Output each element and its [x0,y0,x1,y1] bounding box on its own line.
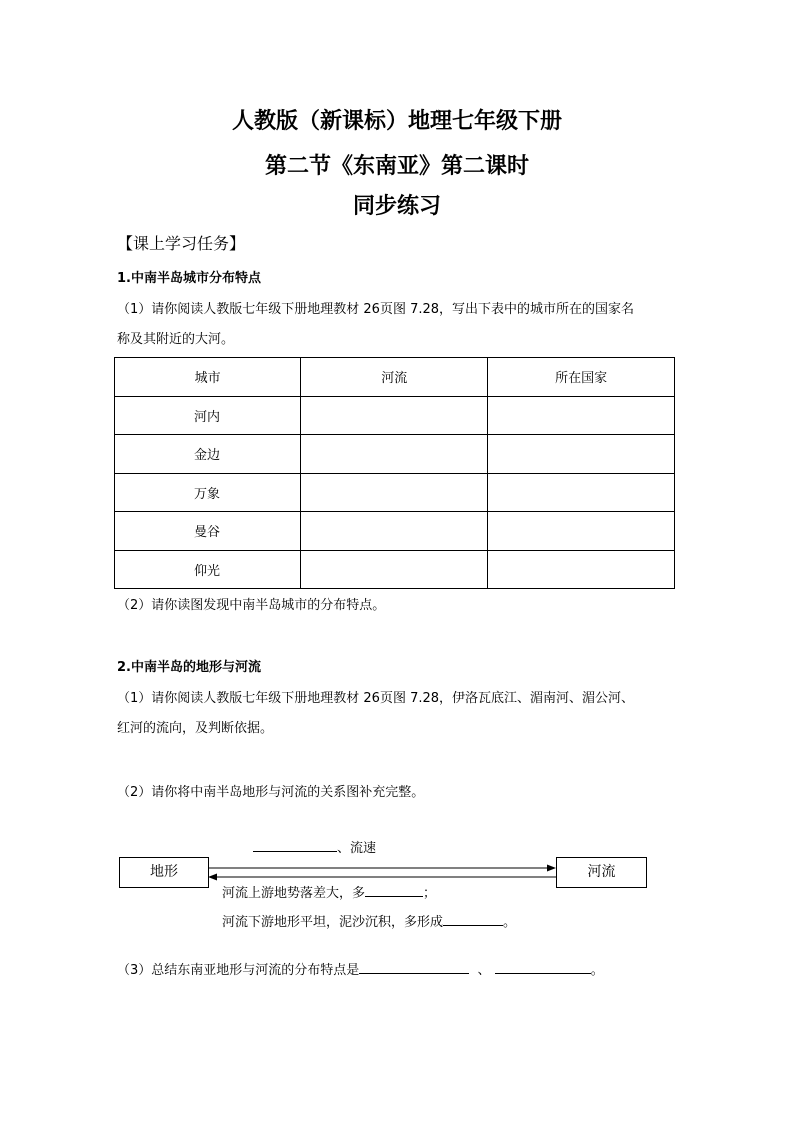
question-2-part-2: （2）请你将中南半岛地形与河流的关系图补充完整。 [117,785,425,800]
question-1-part-1-line-1: （1）请你阅读人教版七年级下册地理教材 26页图 7.28，写出下表中的城市所在的国家名 [117,302,635,317]
exercise-title: 同步练习 [352,193,441,219]
lesson-title: 第二节《东南亚》第二课时 [264,153,529,179]
question-2-part-3 [117,963,604,979]
downstream-text: 河流下游地形平坦，泥沙沉积，多形成 [222,915,444,930]
part-3-end: 。 [590,963,604,978]
question-2-part-1-line-1: （1）请你阅读人教版七年级下册地理教材 26页图 7.28，伊洛瓦底江、湄南河、湄公河、 [117,691,635,706]
question-2-part-1-line-2: 红河的流向，及判断依据。 [117,721,274,736]
diagram-top-label [253,841,376,857]
river-box: 河流 [556,857,647,888]
answer-blank-terrain-pattern[interactable] [359,973,469,974]
answer-blank-top[interactable] [253,851,337,852]
diagram-upstream-line [222,886,436,902]
column-header-river: 河流 [301,358,488,397]
city-cell: 金边 [115,435,301,474]
city-cell: 河内 [115,396,301,435]
answer-blank-upstream[interactable] [365,896,423,897]
question-1-heading: 1.中南半岛城市分布特点 [117,271,261,286]
city-cell: 曼谷 [115,512,301,551]
upstream-text: 河流上游地势落差大，多 [222,886,366,901]
answer-blank-downstream[interactable] [443,925,503,926]
section-heading: 【课上学习任务】 [117,234,246,253]
question-1-part-1-line-2: 称及其附近的大河。 [117,332,235,347]
flow-speed-label: 、流速 [337,841,377,856]
downstream-end: 。 [503,915,517,930]
question-1-part-2: （2）请你读图发现中南半岛城市的分布特点。 [117,598,386,613]
city-cell: 万象 [115,473,301,512]
terrain-box: 地形 [119,857,209,888]
part-3-text: （3）总结东南亚地形与河流的分布特点是 [117,963,360,978]
column-header-city: 城市 [115,358,301,397]
column-header-country: 所在国家 [488,358,675,397]
upstream-end: ； [423,886,437,901]
question-2-heading: 2.中南半岛的地形与河流 [117,660,261,675]
city-cell: 仰光 [115,550,301,589]
diagram-downstream-line [222,915,516,931]
arrow-head-right [547,865,556,872]
arrow-head-left [208,874,217,881]
part-3-separator: 、 [477,963,491,978]
answer-blank-river-pattern[interactable] [495,973,591,974]
document-title: 人教版（新课标）地理七年级下册 [231,108,562,134]
